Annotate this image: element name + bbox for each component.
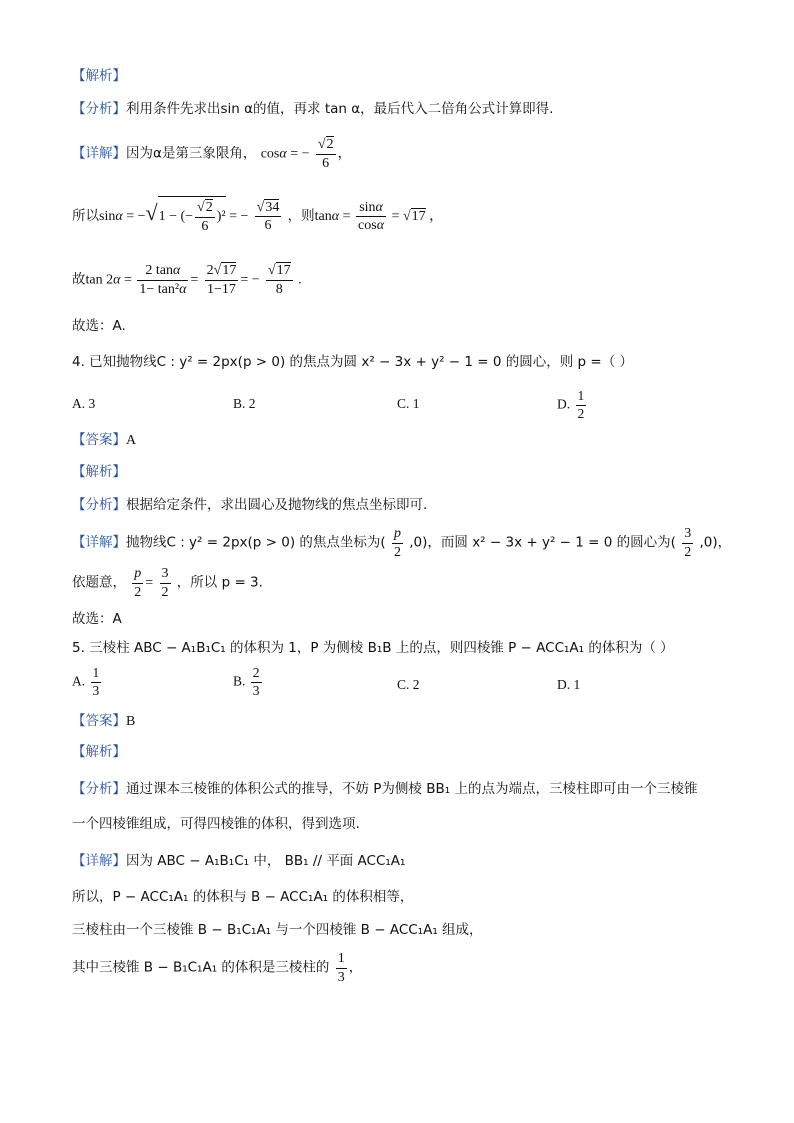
q4-answer <box>72 432 136 450</box>
gu-text: 故 <box>72 271 86 288</box>
q5-analysis-heading: 【解析】 <box>72 744 126 760</box>
q3-fenxi-text: 利用条件先求出sin α的值，再求 tan α，最后代入二倍角公式计算即得. <box>126 101 554 117</box>
q5-fenxi-line-2: 一个四棱锥组成，可得四棱锥的体积，得到选项. <box>72 816 360 832</box>
q5-option-c: C. 2 <box>397 677 420 692</box>
fenxi-tag: 【分析】 <box>72 497 126 513</box>
q4-stem: 4. 已知抛物线C : y² = 2px(p > 0) 的焦点为圆 x² − 3x + y² − 1 = 0 的圆心，则 p =（ ） <box>72 354 634 370</box>
q4-detail-a: 抛物线C : y² = 2px(p > 0) 的焦点坐标为( <box>126 534 386 551</box>
detail-tag: 【详解】 <box>72 534 126 551</box>
q5-line-3: 三棱柱由一个三棱锥 B − B₁C₁A₁ 与一个四棱锥 B − ACC₁A₁ 组成， <box>72 922 483 938</box>
fenxi-tag: 【分析】 <box>72 781 126 797</box>
detail-tag: 【详解】 <box>72 145 126 162</box>
q5-line-2: 所以，P − ACC₁A₁ 的体积与 B − ACC₁A₁ 的体积相等， <box>72 889 414 905</box>
q5-detail-line <box>72 853 405 869</box>
q4-detail-b: ,0)，而圆 x² − 3x + y² − 1 = 0 的圆心为( <box>409 534 676 551</box>
q4-option-c: C. 1 <box>397 396 420 411</box>
q5-answer <box>72 713 135 731</box>
answer-tag: 【答案】 <box>72 432 126 448</box>
q4-option-b: B. 2 <box>233 396 256 411</box>
q3-detail-line: 【详解】因为α是第三象限角， cosα = − $\frac{√2}{6}$ ， <box>72 137 352 171</box>
fraction: $\frac{√2}{6}$ <box>317 137 334 171</box>
q4-yitiyi: 依题意， <box>72 574 126 591</box>
q5-option-d: D. 1 <box>557 677 581 692</box>
q4-yitiyi-line: 依题意， $\frac{p}{2}$ = $\frac{3}{2}$ ，所以 p = 3. <box>72 566 263 600</box>
d-den: 2 <box>577 405 585 421</box>
so-text: 所以 <box>72 208 99 225</box>
q3-fenxi-line <box>72 101 553 117</box>
option-d-label: D. <box>557 396 571 412</box>
q5-b-label: B. <box>233 673 246 689</box>
q4-detail-line: 【详解】抛物线C : y² = 2px(p > 0) 的焦点坐标为( $\frac{p}{2}$ ,0)，而圆 x² − 3x + y² − 1 = 0 的圆心为( $\frac{3}{2}$ ,0)， <box>72 526 732 560</box>
q4-fenxi-text: 根据给定条件，求出圆心及抛物线的焦点坐标即可. <box>126 497 428 513</box>
q4-suoyi: ，所以 p = 3. <box>176 574 263 591</box>
then-text: ，则 <box>287 208 315 225</box>
q4-detail-c: ,0)， <box>699 534 732 551</box>
q5-line-4-text: 其中三棱锥 B − B₁C₁A₁ 的体积是三棱柱的 <box>72 959 330 976</box>
q5-option-b: B. $\frac{2}{3}$ <box>233 665 260 698</box>
q3-choose: 故选：A. <box>72 318 126 334</box>
q5-line-4: 其中三棱锥 B − B₁C₁A₁ 的体积是三棱柱的 $\frac{1}{3}$ ， <box>72 951 363 985</box>
q4-fenxi-line <box>72 497 427 513</box>
answer-tag: 【答案】 <box>72 713 126 729</box>
detail-tag: 【详解】 <box>72 853 126 869</box>
q5-fenxi-1: 通过课本三棱锥的体积公式的推导，不妨 P为侧棱 BB₁ 上的点为端点，三棱柱即可由一个三棱锥 <box>126 781 698 797</box>
q5-a-label: A. <box>72 673 86 689</box>
q4-analysis-heading: 【解析】 <box>72 464 126 480</box>
q4-option-a: A. 3 <box>72 396 96 411</box>
d-num: 1 <box>576 388 587 406</box>
q5-fenxi-line-1 <box>72 781 697 797</box>
q5-stem: 5. 三棱柱 ABC − A₁B₁C₁ 的体积为 1，P 为侧棱 B₁B 上的点，则四棱锥 P − ACC₁A₁ 的体积为（ ） <box>72 640 674 656</box>
q5-option-a: A. $\frac{1}{3}$ <box>72 665 100 698</box>
q5-detail-1: 因为 ABC − A₁B₁C₁ 中， BB₁ // 平面 ACC₁A₁ <box>126 853 406 869</box>
q4-option-d <box>557 388 588 423</box>
analysis-heading: 【解析】 <box>72 68 126 84</box>
q4-choose: 故选：A <box>72 611 122 627</box>
q5-line-4-end: ， <box>348 959 363 976</box>
q3-sin-line: 所以sinα = −√1 − (− $\frac{√2}{6}$ )² = − $\frac{√34}{6}$ ，则tanα = $\frac{\sin\alpha}{\cos\alpha}$ = √17 ， <box>72 196 443 235</box>
q5-answer-value: B <box>126 714 136 729</box>
q3-tan2-line: 故tan 2α = $\frac{2 \tan\alpha}{\text{1− tan²α}}$ = $\frac{2√17}{1-17}$ = − $\frac{√17}{8}$ . <box>72 263 302 297</box>
q4-answer-value: A <box>126 433 137 448</box>
fenxi-tag: 【分析】 <box>72 101 126 117</box>
q3-detail-text: 因为α是第三象限角， <box>126 145 257 162</box>
